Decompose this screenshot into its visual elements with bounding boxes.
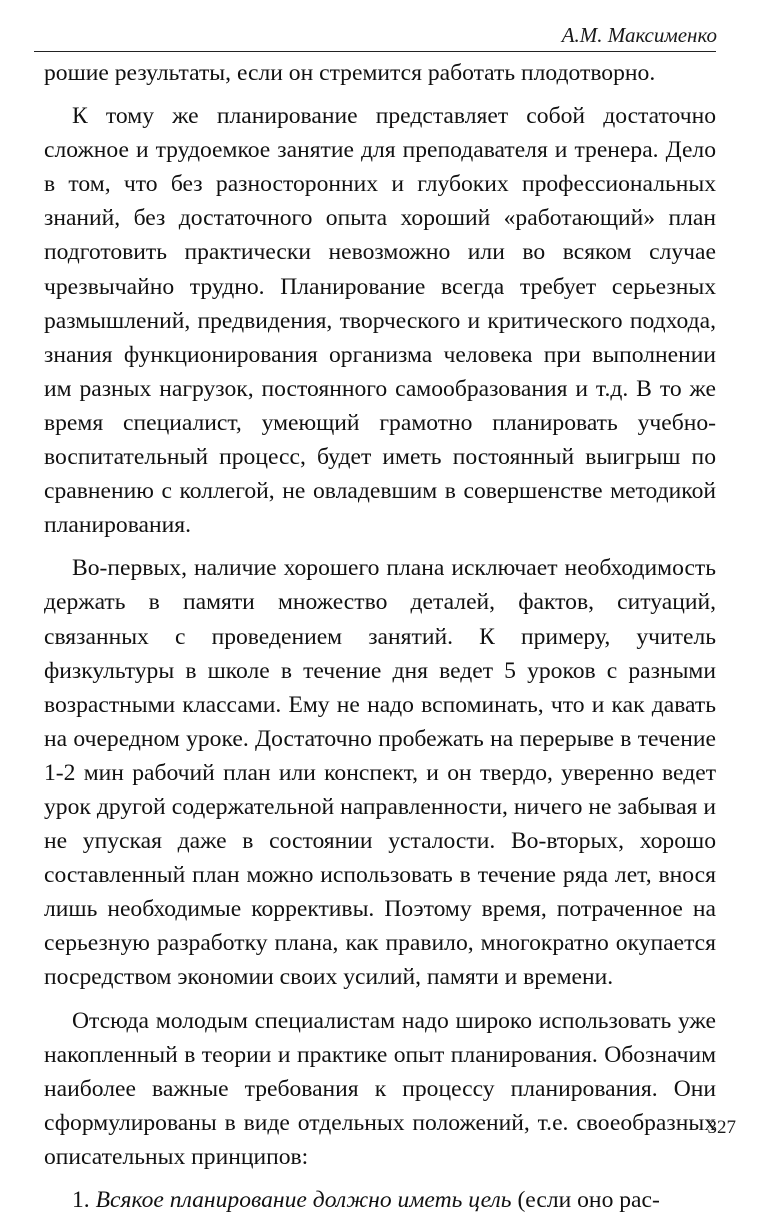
paragraph-continuation: рошие результаты, если он стремится работать плодотворно. [44,60,656,86]
paragraph-firstly: Во-первых, наличие хорошего плана исключает необходимость держать в памяти множество деталей, фактов, ситуаций, связанных с проведением занятий. К примеру, учитель физкультуры в школе в течение дня ведет 5 уроков с разными возрастными классами. Ему не надо вспоминать, что и как давать на очередном уроке. Достаточно пробежать на перерыве в течение 1-2 мин рабочий план или конспект, и он твердо, уверенно ведет урок другой содержательной направленности, ничего не забывая и не упуская даже в состоянии усталости. Во-вторых, хорошо составленный план можно использовать в течение ряда лет, внося лишь необходимые коррективы. Поэтому время, потраченное на серьезную разработку плана, как правило, многократно окупается посредством экономии своих усилий, памяти и времени. [44,555,716,991]
list-item-1 [44,1183,716,1217]
page-number: 327 [707,1117,736,1138]
list-item-emphasis: Всякое планирование должно иметь цель [95,1187,512,1213]
body-text [44,56,716,1217]
paragraph-young-specialists: Отсюда молодым специалистам надо широко использовать уже накопленный в теории и практике опыт планирования. Обозначим наиболее важные требования к процессу планирования. Они сформулированы в виде отдельных положений, т.е. своеобразных описательных принципов: [44,1007,716,1170]
running-header: А.М. Максименко [561,23,717,47]
paragraph-planning-complexity: К тому же планирование представляет собой достаточно сложное и трудоемкое занятие для преподавателя и тренера. Дело в том, что без разносторонних и глубоких профессиональных знаний, без достаточного опыта хороший «работающий» план подготовить практически невозможно или во всяком случае чрезвычайно трудно. Планирование всегда требует серьезных размышлений, предвидения, творческого и критического подхода, знания функционирования организма человека при выполнении им разных нагрузок, постоянного самообразования и т.д. В то же время специалист, умеющий грамотно планировать учебно-воспитательный процесс, будет иметь постоянный выигрыш по сравнению с коллегой, не овладевшим в совершенстве методикой планирования. [44,103,716,539]
header-rule [34,51,716,52]
list-item-number: 1. [72,1187,90,1213]
list-item-text: (если оно рас- [517,1187,660,1213]
